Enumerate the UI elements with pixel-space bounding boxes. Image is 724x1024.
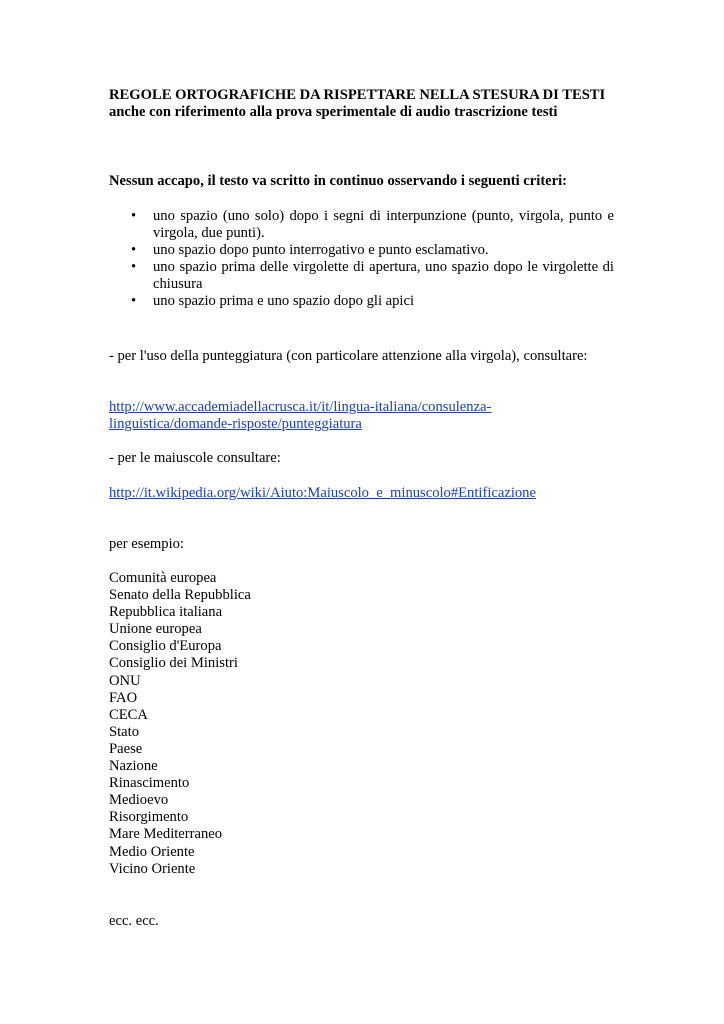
list-item: Consiglio d'Europa bbox=[109, 638, 222, 655]
list-item: • uno spazio prima e uno spazio dopo gli apici bbox=[109, 293, 614, 310]
punctuation-note: - per l'uso della punteggiatura (con particolare attenzione alla virgola), consultare: bbox=[109, 348, 588, 364]
list-item: Consiglio dei Ministri bbox=[109, 655, 238, 672]
title-line-2: anche con riferimento alla prova sperimentale di audio trascrizione testi bbox=[109, 104, 558, 120]
list-item: Medioevo bbox=[109, 792, 169, 809]
list-item: Mare Mediterraneo bbox=[109, 826, 223, 843]
example-intro: per esempio: bbox=[109, 536, 184, 552]
list-item: ONU bbox=[109, 672, 141, 689]
list-item: Nazione bbox=[109, 758, 158, 775]
list-item: Unione europea bbox=[109, 621, 202, 638]
list-item: Stato bbox=[109, 723, 139, 740]
list-item: CECA bbox=[109, 706, 148, 723]
list-item: • uno spazio dopo punto interrogativo e punto esclamativo. bbox=[109, 242, 614, 259]
list-item: Medio Oriente bbox=[109, 843, 195, 860]
crusca-link-line-1[interactable]: http://www.accademiadellacrusca.it/it/lingua-italiana/consulenza- bbox=[109, 399, 492, 415]
list-item: • uno spazio prima delle virgolette di apertura, uno spazio dopo le virgolette di chiusura bbox=[109, 259, 614, 293]
wikipedia-link[interactable]: http://it.wikipedia.org/wiki/Aiuto:Maiuscolo_e_minuscolo#Entificazione bbox=[109, 485, 536, 501]
list-item: Comunità europea bbox=[109, 570, 217, 586]
closing-text: ecc. ecc. bbox=[109, 913, 159, 929]
list-item: • uno spazio (uno solo) dopo i segni di interpunzione (punto, virgola, punto e virgola, due punti). bbox=[109, 208, 614, 242]
list-item: Repubblica italiana bbox=[109, 604, 223, 621]
criteria-list bbox=[109, 208, 614, 310]
list-item: FAO bbox=[109, 689, 138, 706]
list-item: Risorgimento bbox=[109, 809, 189, 826]
intro-heading: Nessun accapo, il testo va scritto in continuo osservando i seguenti criteri: bbox=[109, 173, 568, 189]
title-line-1: REGOLE ORTOGRAFICHE DA RISPETTARE NELLA STESURA DI TESTI bbox=[109, 87, 606, 103]
capitals-note: - per le maiuscole consultare: bbox=[109, 450, 281, 466]
crusca-link-line-2[interactable]: linguistica/domande-risposte/punteggiatura bbox=[109, 416, 362, 432]
list-item: Vicino Oriente bbox=[109, 860, 196, 877]
list-item: Senato della Repubblica bbox=[109, 587, 251, 604]
list-item: Paese bbox=[109, 740, 143, 757]
examples-list bbox=[109, 570, 251, 878]
list-item: Rinascimento bbox=[109, 775, 190, 792]
